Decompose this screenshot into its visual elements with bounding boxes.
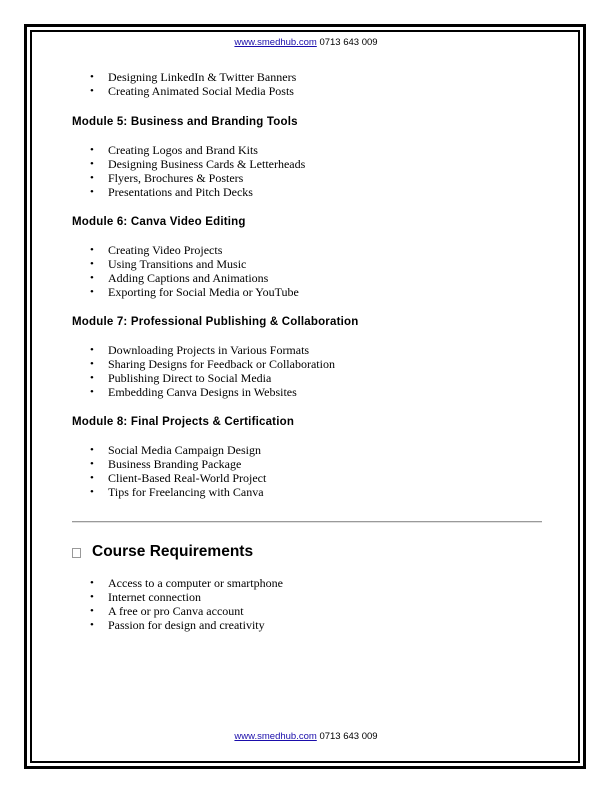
module-8-heading: Module 8: Final Projects & Certification [72, 416, 295, 428]
module-6-heading: Module 6: Canva Video Editing [72, 216, 246, 228]
list-item: • A free or pro Canva account [72, 604, 542, 618]
list-item: • Client-Based Real-World Project [72, 471, 542, 485]
list-item: • Presentations and Pitch Decks [72, 185, 542, 199]
horizontal-rule [72, 521, 542, 523]
module-6-list [72, 243, 542, 299]
header-phone: 0713 643 009 [319, 37, 378, 48]
module-8-list [72, 443, 542, 499]
list-item: • Creating Video Projects [72, 243, 542, 257]
list-item: • Adding Captions and Animations [72, 271, 542, 285]
list-item: • Social Media Campaign Design [72, 443, 542, 457]
module-5-list [72, 143, 542, 199]
list-item: • Creating Logos and Brand Kits [72, 143, 542, 157]
list-item: • Internet connection [72, 590, 542, 604]
top-list [72, 70, 542, 98]
requirements-title: Course Requirements [92, 543, 254, 560]
list-item: • Tips for Freelancing with Canva [72, 485, 542, 499]
module-7-heading: Module 7: Professional Publishing & Collaboration [72, 316, 359, 328]
list-item: • Designing LinkedIn & Twitter Banners [72, 70, 542, 84]
list-item: • Designing Business Cards & Letterheads [72, 157, 542, 171]
module-7-list [72, 343, 542, 399]
module-5-heading: Module 5: Business and Branding Tools [72, 116, 298, 128]
requirements-list [72, 576, 542, 632]
header-website-link[interactable]: www.smedhub.com [234, 37, 317, 48]
list-item: • Downloading Projects in Various Formats [72, 343, 542, 357]
list-item: • Access to a computer or smartphone [72, 576, 542, 590]
list-item: • Embedding Canva Designs in Websites [72, 385, 542, 399]
list-item: • Creating Animated Social Media Posts [72, 84, 542, 98]
checkbox-glyph-icon [72, 548, 81, 558]
list-item: • Business Branding Package [72, 457, 542, 471]
page-header [0, 37, 612, 48]
list-item: • Exporting for Social Media or YouTube [72, 285, 542, 299]
list-item: • Flyers, Brochures & Posters [72, 171, 542, 185]
list-item: • Using Transitions and Music [72, 257, 542, 271]
page-footer [0, 731, 612, 742]
footer-website-link[interactable]: www.smedhub.com [234, 731, 317, 742]
requirements-heading [72, 541, 253, 563]
list-item: • Passion for design and creativity [72, 618, 542, 632]
footer-phone: 0713 643 009 [319, 731, 378, 742]
list-item: • Sharing Designs for Feedback or Collaboration [72, 357, 542, 371]
document-content [72, 70, 542, 499]
list-item: • Publishing Direct to Social Media [72, 371, 542, 385]
